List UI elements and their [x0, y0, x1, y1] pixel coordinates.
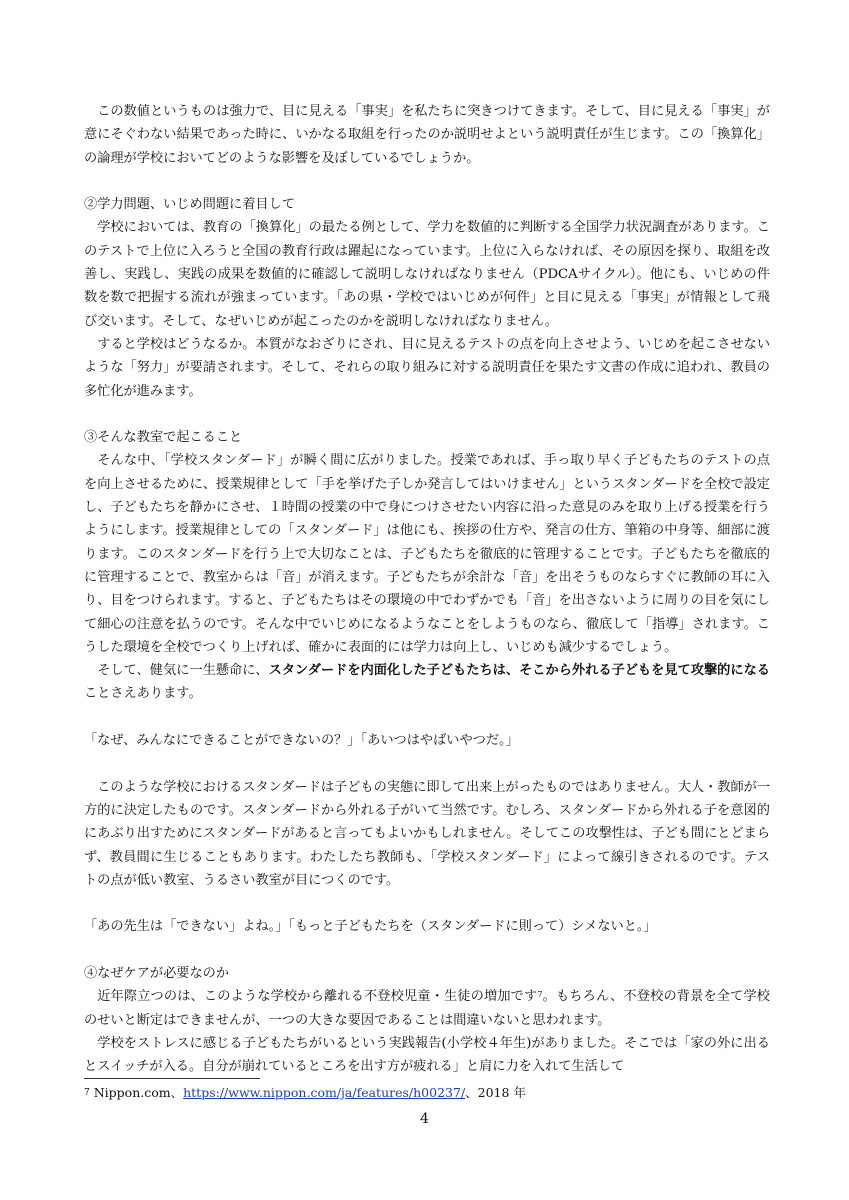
- section-3-paragraph-2: [84, 659, 770, 706]
- footnote-number: 7: [84, 1088, 90, 1098]
- footnote: [84, 1084, 526, 1102]
- spacer: [84, 892, 770, 915]
- section-2-heading: ②学力問題、いじめ問題に着目して: [84, 197, 295, 213]
- section-3-paragraph-3: このような学校におけるスタンダードは子どもの実態に即して出来上がったものではありません。大人・教師が一方的に決定したものです。スタンダードから外れる子がいて当然です。むしろ、スタンダードから外れる子を意図的にあぶり出すためにスタンダードがあると言ってもよいかもしれません。そしてこの攻撃性は、子ども間にとどまらず、教員間に生じることもあります。わたしたち教師も、「学校スタンダード」によって線引きされるのです。テストの点が低い教室、うるさい教室が目につくのです。: [84, 779, 771, 888]
- page-number: 4: [420, 1111, 429, 1127]
- footnote-divider: [84, 1078, 260, 1079]
- footnote-link[interactable]: https://www.nippon.com/ja/features/h00237/: [183, 1085, 466, 1100]
- quote-students: 「なぜ、みんなにできることができないの？」「あいつはやばいやつだ。」: [84, 733, 519, 749]
- section-2-paragraph-2: すると学校はどうなるか。本質がなおざりにされ、目に見えるテストの点を向上させよう、いじめを起こさせないような「努力」が要請されます。そして、それらの取り組みに対する説明責任を果たす文書の作成に追われ、教員の多忙化が進みます。: [84, 336, 771, 399]
- section-4-paragraph-2: 学校をストレスに感じる子どもたちがいるという実践報告(小学校４年生)がありました。そこでは「家の外に出るとスイッチが入る。自分が崩れているところを出す方が疲れる」と肩に力を入れて生活して: [84, 1035, 770, 1075]
- section-4-paragraph-1: [84, 985, 770, 1032]
- footnote-ref[interactable]: 7: [537, 990, 543, 1000]
- footnote-source: Nippon.com、: [93, 1085, 184, 1100]
- emphasis-text: スタンダードを内面化した子どもたちは、そこから外れる子どもを見て攻撃的になる: [268, 663, 770, 679]
- spacer: [84, 939, 770, 962]
- p2-lead: そして、健気に一生懸命に、: [97, 663, 269, 679]
- section-3-paragraph-1: そんな中、「学校スタンダード」が瞬く間に広がりました。授業であれば、手っ取り早く子どもたちのテストの点を向上させるために、授業規律として「手を挙げた子しか発言してはいけません」というスタンダードを全校で設定し、子どもたちを静かにさせ、１時間の授業の中で身につけさせたい内容に沿った意見のみを取り上げる授業を行うようにします。授業規律としての「スタンダード」は他にも、挨拶の仕方や、発言の仕方、筆箱の中身等、細部に渡ります。このスタンダードを行う上で大切なことは、子どもたちを徹底的に管理することです。子どもたちを徹底的に管理することで、教室からは「音」が消えます。子どもたちが余計な「音」を出そうものならすぐに教師の耳に入り、目をつけられます。すると、子どもたちはその環境の中でわずかでも「音」を出さないように周りの目を気にして細心の注意を払うのです。そんな中でいじめになるようなことをしようものなら、徹底して「指導」されます。こうした環境を全校でつくり上げれば、確かに表面的には学力は向上し、いじめも減少するでしょう。: [84, 453, 770, 655]
- p1-lead: 近年際立つのは、このような学校から離れる不登校児童・生徒の増加です: [97, 989, 538, 1005]
- intro-paragraph: この数値というものは強力で、目に見える「事実」を私たちに突きつけてきます。そして、目に見える「事実」が意にそぐわない結果であった時に、いかなる取組を行ったのか説明せよという説明責任が生じます。この「換算化」の論理が学校においてどのような影響を及ぼしているでしょうか。: [84, 104, 770, 166]
- section-2-paragraph-1: 学校においては、教育の「換算化」の最たる例として、学力を数値的に判断する全国学力状況調査があります。このテストで上位に入ろうと全国の教育行政は躍起になっています。上位に入らなければ、その原因を探り、取組を改善し、実践し、実践の成果を数値的に確認して説明しなければなりません（PDCAサイクル）。他にも、いじめの件数を数で把握する流れが強まっています。「あの県・学校ではいじめが何件」と目に見える「事実」が情報として飛び交います。そして、なぜいじめが起こったのかを説明しなければなりません。: [84, 220, 770, 329]
- spacer: [84, 403, 770, 426]
- spacer: [84, 706, 770, 729]
- document-body: [84, 100, 770, 1078]
- section-3-heading: ③そんな教室で起こること: [84, 430, 243, 446]
- spacer: [84, 170, 770, 193]
- p2-tail: ことさえあります。: [84, 686, 202, 702]
- footnote-year: 、2018 年: [465, 1085, 526, 1100]
- section-4-heading: ④なぜケアが必要なのか: [84, 965, 230, 981]
- p1-tail: 。もちろん、不登校の背景を全て学校のせいと断定はできませんが、一つの大きな要因であることは間違いないと思われます。: [84, 989, 770, 1028]
- quote-teachers: 「あの先生は「できない」よね。」「もっと子どもたちを（スタンダードに則って）シメないと。」: [84, 919, 657, 935]
- spacer: [84, 752, 770, 775]
